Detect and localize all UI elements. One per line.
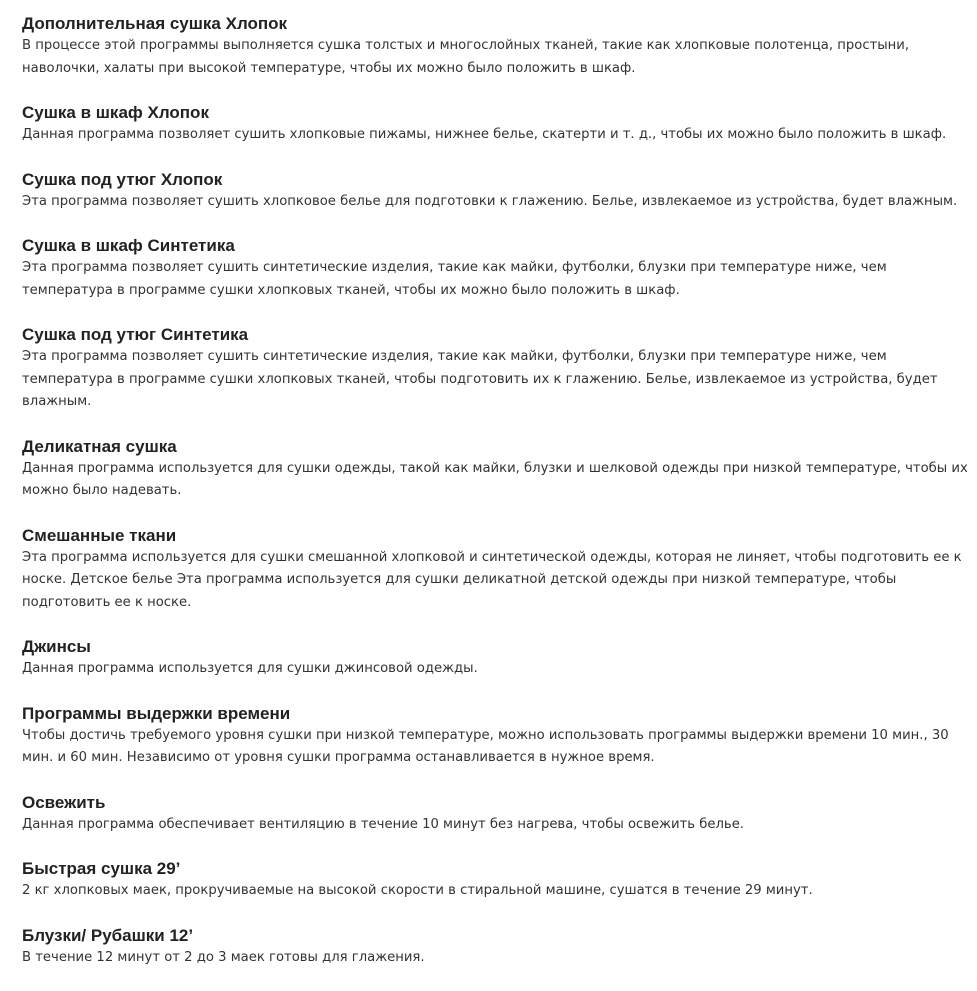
program-section-iron-dry-cotton xyxy=(22,169,976,214)
program-section-shirts xyxy=(22,925,976,970)
program-title: Джинсы xyxy=(22,637,91,656)
program-description: Эта программа позволяет сушить синтетические изделия, такие как майки, футболки, блузки при температуре ниже, чем температура в программе сушки хлопковых тканей, чтобы подготовить их к глажению. Белье, извлекаемое из устройства, будет влажным. xyxy=(22,349,938,409)
program-section-delicate xyxy=(22,436,976,503)
program-section-timed xyxy=(22,703,976,770)
program-title: Дополнительная сушка Хлопок xyxy=(22,14,288,33)
program-title: Сушка в шкаф Хлопок xyxy=(22,103,209,122)
program-section-jeans xyxy=(22,636,976,681)
program-description: Данная программа используется для сушки джинсовой одежды. xyxy=(22,661,478,676)
program-description: 2 кг хлопковых маек, прокручиваемые на высокой скорости в стиральной машине, сушатся в течение 29 минут. xyxy=(22,883,813,898)
program-title: Сушка под утюг Синтетика xyxy=(22,325,249,344)
program-description: В течение 12 минут от 2 до 3 маек готовы для глажения. xyxy=(22,949,425,965)
program-title: Быстрая сушка 29’ xyxy=(22,859,181,878)
program-description: Данная программа позволяет сушить хлопковые пижамы, нижнее белье, скатерти и т. д., чтобы их можно было положить в шкаф. xyxy=(22,127,947,142)
program-title: Деликатная сушка xyxy=(22,436,177,456)
program-section-quick-dry xyxy=(22,858,976,903)
program-section-mixed xyxy=(22,525,976,615)
program-title: Освежить xyxy=(22,792,106,812)
program-section-iron-dry-synthetic xyxy=(22,324,976,414)
program-section-extra-dry-cotton xyxy=(22,13,976,80)
program-section-refresh xyxy=(22,792,976,837)
program-descriptions xyxy=(22,13,976,991)
program-title: Блузки/ Рубашки 12’ xyxy=(22,925,194,945)
program-description: Данная программа используется для сушки одежды, такой как майки, блузки и шелковой одежды при низкой температуре, чтобы их можно было надевать. xyxy=(22,460,968,498)
program-title: Сушка в шкаф Синтетика xyxy=(22,236,235,255)
program-title: Смешанные ткани xyxy=(22,525,177,545)
program-title: Программы выдержки времени xyxy=(22,703,291,723)
program-description: В процессе этой программы выполняется сушка толстых и многослойных тканей, такие как хлопковые полотенца, простыни, наволочки, халаты при высокой температуре, чтобы их можно было положить в шкаф. xyxy=(22,38,910,76)
program-section-cupboard-dry-cotton xyxy=(22,102,976,147)
program-description: Чтобы достичь требуемого уровня сушки при низкой температуре, можно использовать программы выдержки времени 10 мин., 30 мин. и 60 мин. Независимо от уровня сушки программа останавливается в нужное время. xyxy=(22,727,949,765)
program-title: Сушка под утюг Хлопок xyxy=(22,169,223,189)
program-description: Эта программа используется для сушки смешанной хлопковой и синтетической одежды, которая не линяет, чтобы подготовить ее к носке. Детское белье Эта программа используется для сушки деликатной детской одежды при низкой температуре, чтобы подготовить ее к носке. xyxy=(22,549,962,610)
program-section-cupboard-dry-synthetic xyxy=(22,235,976,302)
program-description: Эта программа позволяет сушить синтетические изделия, такие как майки, футболки, блузки при температуре ниже, чем температура в программе сушки хлопковых тканей, чтобы их можно было положить в шкаф. xyxy=(22,260,887,298)
program-description: Данная программа обеспечивает вентиляцию в течение 10 минут без нагрева, чтобы освежить белье. xyxy=(22,816,745,832)
program-description: Эта программа позволяет сушить хлопковое белье для подготовки к глажению. Белье, извлекаемое из устройства, будет влажным. xyxy=(22,193,958,209)
